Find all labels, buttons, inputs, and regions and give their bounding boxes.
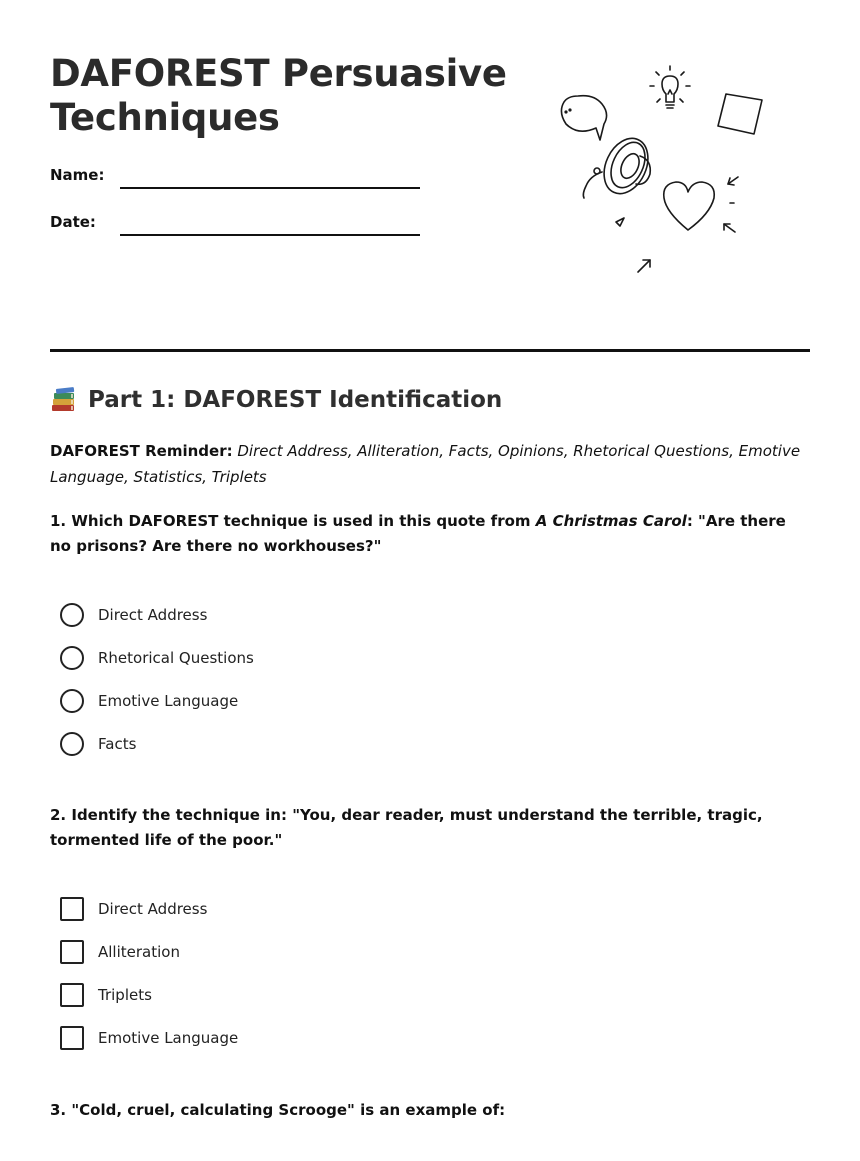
option-label: Facts (98, 735, 137, 753)
q1-option-1[interactable] (60, 602, 207, 628)
option-label: Triplets (98, 986, 152, 1004)
name-field[interactable] (120, 187, 420, 189)
paper-icon (718, 94, 762, 134)
q2-option-4[interactable] (60, 1025, 238, 1051)
question-1-prefix: 1. Which DAFOREST technique is used in this quote from (50, 512, 536, 530)
question-3: 3. "Cold, cruel, calculating Scrooge" is an example of: (50, 1101, 506, 1119)
option-label: Emotive Language (98, 1029, 239, 1047)
option-label: Alliteration (98, 943, 180, 961)
checkbox[interactable] (60, 983, 84, 1007)
name-label: Name: (50, 166, 105, 184)
date-field[interactable] (120, 234, 420, 236)
radio-button[interactable] (60, 689, 84, 713)
lightbulb-icon (650, 66, 690, 108)
q2-option-3[interactable] (60, 982, 152, 1008)
daforest-reminder (50, 438, 810, 490)
arrow-icon (616, 177, 738, 272)
q1-option-3[interactable] (60, 688, 238, 714)
option-label: Direct Address (98, 900, 208, 918)
question-1-work: A Christmas Carol (535, 512, 687, 530)
heart-icon (664, 182, 715, 230)
option-label: Emotive Language (98, 692, 239, 710)
q1-option-2[interactable] (60, 645, 254, 671)
date-label: Date: (50, 213, 96, 231)
reminder-label: DAFOREST Reminder: (50, 442, 233, 460)
persuasion-illustration (548, 64, 778, 284)
reminder-terms: Direct Address, Alliteration, Facts, Opinions, Rhetorical Questions, Emotive Language, Statistics, Triplets (50, 442, 801, 486)
section-divider (50, 349, 810, 352)
question-1-suffix: : "Are there no prisons? Are there no workhouses?" (50, 512, 786, 555)
part1-heading (50, 387, 502, 413)
speech-bubble-icon (561, 96, 606, 140)
option-label: Rhetorical Questions (98, 649, 254, 667)
q1-option-4[interactable] (60, 731, 136, 757)
checkbox[interactable] (60, 897, 84, 921)
part1-heading-text: Part 1: DAFOREST Identification (88, 387, 503, 413)
q2-option-2[interactable] (60, 939, 180, 965)
question-2: 2. Identify the technique in: "You, dear reader, must understand the terrible, tragic, tormented life of the poor." (50, 806, 763, 849)
checkbox[interactable] (60, 1026, 84, 1050)
books-icon (50, 387, 78, 413)
q2-option-1[interactable] (60, 896, 207, 922)
radio-button[interactable] (60, 732, 84, 756)
megaphone-icon (583, 131, 656, 200)
radio-button[interactable] (60, 603, 84, 627)
checkbox[interactable] (60, 940, 84, 964)
radio-button[interactable] (60, 646, 84, 670)
page-title: DAFOREST Persuasive Techniques (50, 52, 507, 139)
question-1 (50, 509, 810, 559)
option-label: Direct Address (98, 606, 208, 624)
